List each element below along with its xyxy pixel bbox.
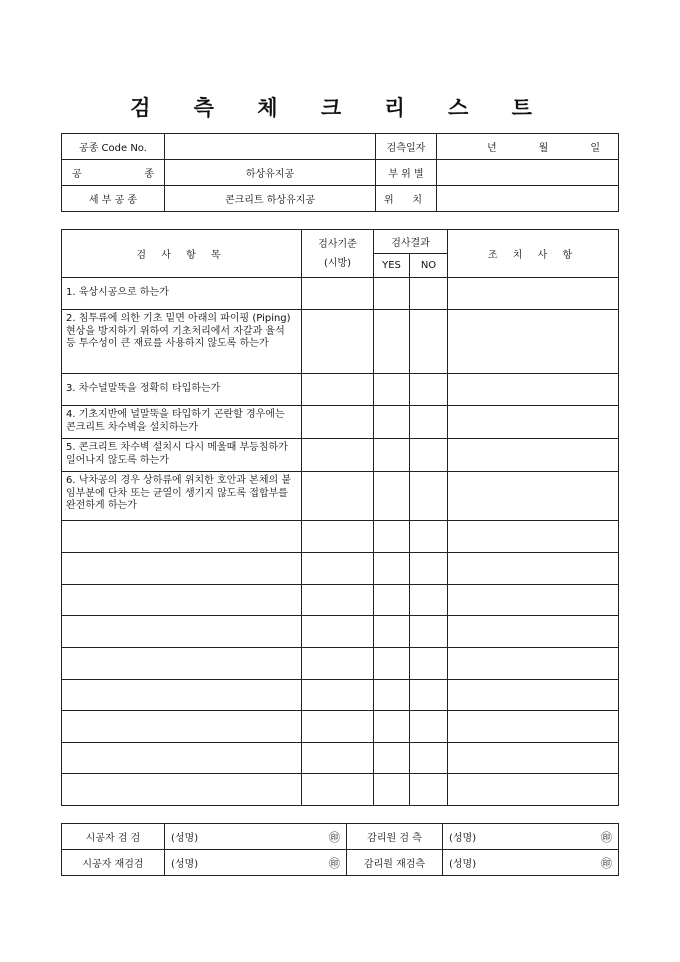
no-cell[interactable] (410, 774, 448, 806)
standard-cell[interactable] (302, 406, 374, 439)
no-cell[interactable] (410, 278, 448, 310)
standard-cell[interactable] (302, 648, 374, 680)
yes-cell[interactable] (374, 743, 410, 774)
table-row (62, 374, 619, 406)
yes-cell[interactable] (374, 439, 410, 472)
detail-work-type-label: 세 부 공 종 (62, 186, 165, 212)
date-year-label: 년 (487, 143, 497, 154)
yes-cell[interactable] (374, 521, 410, 553)
action-cell[interactable] (448, 616, 619, 648)
code-value[interactable] (165, 134, 376, 160)
action-cell[interactable] (448, 743, 619, 774)
table-row (62, 472, 619, 521)
date-day-label: 일 (590, 143, 600, 154)
no-cell[interactable] (410, 743, 448, 774)
location-label: 위 치 (376, 186, 437, 212)
item-cell[interactable] (62, 743, 302, 774)
check-item-text: 1. 육상시공으로 하는가 (62, 278, 302, 310)
yes-cell[interactable] (374, 585, 410, 616)
col-header-standard-line1: 검사기준 (318, 238, 357, 250)
action-cell[interactable] (448, 439, 619, 472)
table-row-empty (62, 553, 619, 585)
signature-row (62, 850, 619, 876)
checklist-header-row (62, 230, 619, 254)
standard-cell[interactable] (302, 680, 374, 711)
header-row-work-type (62, 160, 619, 186)
no-cell[interactable] (410, 406, 448, 439)
location-value[interactable] (437, 186, 619, 212)
seal-icon: ㊞ (601, 830, 612, 844)
table-row-empty (62, 711, 619, 743)
standard-cell[interactable] (302, 585, 374, 616)
table-row (62, 310, 619, 374)
no-cell[interactable] (410, 616, 448, 648)
standard-cell[interactable] (302, 278, 374, 310)
standard-cell[interactable] (302, 711, 374, 743)
no-cell[interactable] (410, 648, 448, 680)
item-cell[interactable] (62, 553, 302, 585)
action-cell[interactable] (448, 680, 619, 711)
table-row (62, 439, 619, 472)
detail-work-type-value[interactable]: 콘크리트 하상유지공 (165, 186, 376, 212)
table-row-empty (62, 648, 619, 680)
name-label: (성명) (449, 833, 477, 844)
action-cell[interactable] (448, 521, 619, 553)
part-label: 부 위 별 (376, 160, 437, 186)
action-cell[interactable] (448, 774, 619, 806)
action-cell[interactable] (448, 278, 619, 310)
supervisor-resignature-field[interactable] (443, 850, 619, 876)
table-row (62, 278, 619, 310)
item-cell[interactable] (62, 774, 302, 806)
no-cell[interactable] (410, 374, 448, 406)
item-cell[interactable] (62, 680, 302, 711)
action-cell[interactable] (448, 553, 619, 585)
check-item-text: 4. 기초지반에 널말뚝을 타입하기 곤란할 경우에는 콘크리트 차수벽을 설치하는가 (62, 406, 302, 439)
table-row-empty (62, 616, 619, 648)
name-label: (성명) (171, 859, 199, 870)
col-header-standard-line2: (시방) (323, 257, 352, 269)
supervisor-reinspection-label: 감리원 재검측 (347, 850, 443, 876)
action-cell[interactable] (448, 585, 619, 616)
date-month-label: 월 (538, 143, 549, 154)
item-cell[interactable] (62, 711, 302, 743)
yes-cell[interactable] (374, 648, 410, 680)
seal-icon: ㊞ (601, 856, 612, 870)
col-header-standard (302, 230, 374, 278)
standard-cell[interactable] (302, 472, 374, 521)
yes-cell[interactable] (374, 774, 410, 806)
no-cell[interactable] (410, 472, 448, 521)
action-cell[interactable] (448, 472, 619, 521)
standard-cell[interactable] (302, 774, 374, 806)
yes-cell[interactable] (374, 680, 410, 711)
no-cell[interactable] (410, 553, 448, 585)
col-header-yes: YES (374, 254, 410, 278)
item-cell[interactable] (62, 585, 302, 616)
no-cell[interactable] (410, 310, 448, 374)
code-label: 공종 Code No. (62, 134, 165, 160)
header-row-detail (62, 186, 619, 212)
check-item-text: 5. 콘크리트 차수벽 설치시 다시 메울때 부등침하가 일어나지 않도록 하는가 (62, 439, 302, 472)
contractor-signature-field[interactable] (165, 824, 347, 850)
table-row (62, 406, 619, 439)
signature-table (61, 823, 619, 876)
standard-cell[interactable] (302, 374, 374, 406)
yes-cell[interactable] (374, 374, 410, 406)
inspection-date-field[interactable] (437, 134, 619, 160)
table-row-empty (62, 680, 619, 711)
table-row-empty (62, 521, 619, 553)
supervisor-signature-field[interactable] (443, 824, 619, 850)
col-header-no: NO (410, 254, 448, 278)
checklist-table (61, 229, 619, 806)
seal-icon: ㊞ (329, 856, 340, 870)
action-cell[interactable] (448, 648, 619, 680)
col-header-item: 검 사 항 목 (62, 230, 302, 278)
signature-row (62, 824, 619, 850)
contractor-reinspection-label: 시공자 재검검 (62, 850, 165, 876)
work-type-value[interactable]: 하상유지공 (165, 160, 376, 186)
action-cell[interactable] (448, 711, 619, 743)
supervisor-inspection-label: 감리원 검 측 (347, 824, 443, 850)
standard-cell[interactable] (302, 553, 374, 585)
no-cell[interactable] (410, 439, 448, 472)
seal-icon: ㊞ (329, 830, 340, 844)
action-cell[interactable] (448, 406, 619, 439)
work-type-label: 공 종 (62, 160, 165, 186)
standard-cell[interactable] (302, 439, 374, 472)
yes-cell[interactable] (374, 278, 410, 310)
standard-cell[interactable] (302, 743, 374, 774)
item-cell[interactable] (62, 616, 302, 648)
part-value[interactable] (437, 160, 619, 186)
item-cell[interactable] (62, 648, 302, 680)
contractor-resignature-field[interactable] (165, 850, 347, 876)
yes-cell[interactable] (374, 310, 410, 374)
item-cell[interactable] (62, 521, 302, 553)
col-header-action: 조 치 사 항 (448, 230, 619, 278)
standard-cell[interactable] (302, 616, 374, 648)
check-item-text: 2. 침투류에 의한 기초 밑면 아래의 파이핑 (Piping)현상을 방지하기 위하여 기초처리에서 자갈과 율석 등 투수성이 큰 재료를 사용하지 않도록 하는가 (62, 310, 302, 374)
no-cell[interactable] (410, 711, 448, 743)
page-title: 검 측 체 크 리 스 트 (130, 95, 550, 120)
contractor-inspection-label: 시공자 검 검 (62, 824, 165, 850)
action-cell[interactable] (448, 310, 619, 374)
yes-cell[interactable] (374, 406, 410, 439)
table-row-empty (62, 774, 619, 806)
header-table (61, 133, 619, 212)
no-cell[interactable] (410, 680, 448, 711)
action-cell[interactable] (448, 374, 619, 406)
no-cell[interactable] (410, 521, 448, 553)
no-cell[interactable] (410, 585, 448, 616)
table-row-empty (62, 743, 619, 774)
yes-cell[interactable] (374, 711, 410, 743)
name-label: (성명) (171, 833, 199, 844)
yes-cell[interactable] (374, 616, 410, 648)
table-row-empty (62, 585, 619, 616)
check-item-text: 3. 차수널말뚝을 정확히 타입하는가 (62, 374, 302, 406)
standard-cell[interactable] (302, 310, 374, 374)
yes-cell[interactable] (374, 553, 410, 585)
header-row-code (62, 134, 619, 160)
yes-cell[interactable] (374, 472, 410, 521)
name-label: (성명) (449, 859, 477, 870)
col-header-result: 검사결과 (374, 230, 448, 254)
inspection-date-label: 검측일자 (376, 134, 437, 160)
check-item-text: 6. 낙차공의 경우 상하류에 위치한 호안과 본체의 붙임부분에 단차 또는 균열이 생기지 않도록 접합부를 완전하게 하는가 (62, 472, 302, 521)
standard-cell[interactable] (302, 521, 374, 553)
